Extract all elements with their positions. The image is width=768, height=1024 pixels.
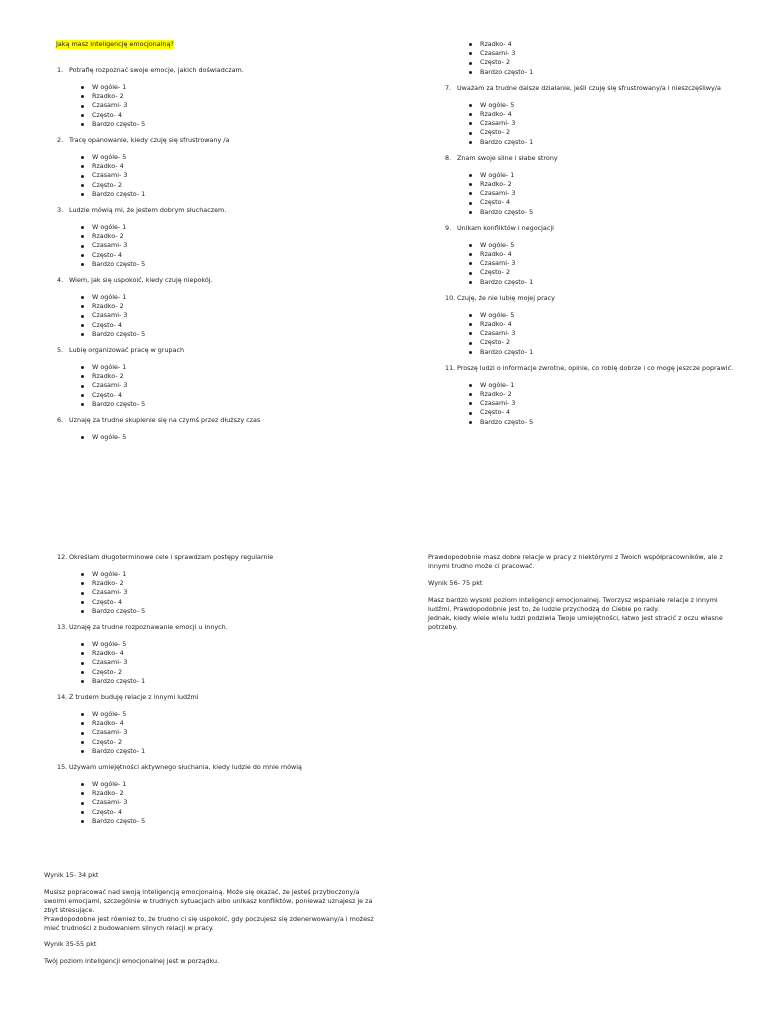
option-item: Rzadko- 2 bbox=[52, 92, 382, 101]
option-item: Bardzo często- 1 bbox=[440, 278, 740, 287]
option-item: Czasami- 3 bbox=[440, 259, 740, 268]
option-item: Rzadko- 2 bbox=[52, 579, 382, 588]
question-text: Z trudem buduję relacje z innymi ludźmi bbox=[69, 693, 199, 702]
question-text: Uważam za trudne dalsze działanie, jeśli czuję się sfrustrowany/a i nieszczęśliwy/a bbox=[457, 83, 721, 92]
question-list-2 bbox=[440, 84, 740, 427]
option-item: Bardzo często- 5 bbox=[52, 817, 382, 826]
score-low-text-2: Prawdopodobne jest również to, że trudno ci się uspokoić, gdy poczujesz się zdenerwowany/a i możesz mieć trudności z budowaniem silnych relacji w pracy. bbox=[44, 915, 374, 932]
score-mid-heading: Wynik 35-55 pkt bbox=[44, 940, 97, 948]
question-number: 11. bbox=[445, 363, 456, 372]
option-item: Często- 4 bbox=[440, 198, 740, 207]
option-item: W ogóle- 1 bbox=[440, 381, 740, 390]
option-item: Czasami- 3 bbox=[52, 171, 382, 180]
option-item: Często- 4 bbox=[52, 598, 382, 607]
option-item: Rzadko- 4 bbox=[440, 250, 740, 259]
option-item: W ogóle- 1 bbox=[440, 171, 740, 180]
option-item: Bardzo często- 1 bbox=[440, 68, 740, 77]
option-item: Bardzo często- 1 bbox=[52, 190, 382, 199]
questions-column-1 bbox=[52, 40, 382, 449]
results-right bbox=[428, 553, 738, 639]
answer-options bbox=[52, 640, 382, 686]
question-number: 9. bbox=[445, 223, 452, 232]
question-item bbox=[57, 206, 382, 215]
question-text: Używam umiejętności aktywnego słuchania, kiedy ludzie do mnie mówią bbox=[69, 763, 302, 772]
question-number: 15. bbox=[57, 763, 68, 772]
question-item bbox=[57, 346, 382, 355]
option-item: Bardzo często- 5 bbox=[52, 330, 382, 339]
option-item: W ogóle- 1 bbox=[52, 570, 382, 579]
option-item: Często- 4 bbox=[52, 111, 382, 120]
question-text: Wiem, jak się uspokoić, kiedy czuję niepokój. bbox=[69, 276, 213, 285]
question-number: 12. bbox=[57, 553, 68, 561]
option-item: Czasami- 3 bbox=[440, 119, 740, 128]
question-text: Ludzie mówią mi, że jestem dobrym słuchaczem. bbox=[69, 206, 227, 215]
answer-options bbox=[52, 83, 382, 129]
question-text: Uznaję za trudne skupienie się na czymś przez dłuższy czas bbox=[69, 416, 261, 425]
question-text: Potrafię rozpoznać swoje emocje, jakich doświadczam. bbox=[69, 66, 244, 74]
answer-options bbox=[52, 780, 382, 826]
option-item: W ogóle- 5 bbox=[52, 433, 382, 442]
option-item: Czasami- 3 bbox=[52, 311, 382, 320]
question-item bbox=[57, 416, 382, 425]
question-text: Unikam konfliktów i negocjacji bbox=[457, 223, 554, 232]
option-item: W ogóle- 5 bbox=[440, 241, 740, 250]
question-number: 6. bbox=[57, 416, 64, 425]
option-item: W ogóle- 5 bbox=[440, 311, 740, 320]
question-number: 1. bbox=[57, 66, 64, 74]
option-item: Czasami- 3 bbox=[52, 588, 382, 597]
option-item: Czasami- 3 bbox=[440, 329, 740, 338]
questions-column-3 bbox=[52, 553, 382, 833]
option-item: Czasami- 3 bbox=[52, 658, 382, 667]
option-item: Rzadko- 2 bbox=[52, 372, 382, 381]
answer-options bbox=[440, 241, 740, 287]
question-list-3 bbox=[52, 553, 382, 826]
question-number: 10. bbox=[445, 293, 456, 302]
question-item bbox=[57, 623, 382, 632]
question-number: 3. bbox=[57, 206, 64, 215]
answer-options bbox=[52, 293, 382, 339]
question-item bbox=[57, 66, 382, 75]
option-item: Rzadko- 4 bbox=[440, 110, 740, 119]
answer-options bbox=[52, 710, 382, 756]
score-high-text-1: Masz bardzo wysoki poziom inteligencji emocjonalnej. Tworzysz wspaniałe relacje z innymi ludźmi. Prawdopodobnie jest to, że ludzie przychodzą do Ciebie po rady. bbox=[428, 596, 718, 613]
option-item: Rzadko- 4 bbox=[440, 40, 740, 49]
option-item: Rzadko- 4 bbox=[440, 320, 740, 329]
answer-options bbox=[52, 223, 382, 269]
option-item: Rzadko- 4 bbox=[52, 162, 382, 171]
questions-column-2 bbox=[440, 40, 740, 434]
option-item: Często- 2 bbox=[440, 128, 740, 137]
answer-options bbox=[52, 153, 382, 199]
question-item bbox=[57, 553, 382, 562]
option-item: Rzadko- 2 bbox=[440, 390, 740, 399]
answer-options bbox=[440, 171, 740, 217]
option-item: Często- 4 bbox=[440, 408, 740, 417]
option-item: Rzadko- 2 bbox=[52, 789, 382, 798]
option-item: W ogóle- 1 bbox=[52, 223, 382, 232]
option-item: Często- 2 bbox=[52, 181, 382, 190]
question-number: 14. bbox=[57, 693, 68, 702]
option-item: Bardzo często- 5 bbox=[52, 607, 382, 616]
option-item: Rzadko- 2 bbox=[52, 232, 382, 241]
option-item: Bardzo często- 1 bbox=[52, 677, 382, 686]
option-item: Bardzo często- 5 bbox=[440, 418, 740, 427]
answer-options bbox=[440, 101, 740, 147]
question-item bbox=[445, 154, 740, 163]
option-item: Bardzo często- 1 bbox=[52, 747, 382, 756]
option-item: Często- 4 bbox=[52, 251, 382, 260]
question-number: 2. bbox=[57, 136, 64, 145]
option-item: Często- 4 bbox=[52, 321, 382, 330]
option-item: Często- 2 bbox=[52, 738, 382, 747]
option-item: Rzadko- 4 bbox=[52, 649, 382, 658]
option-item: Rzadko- 2 bbox=[52, 302, 382, 311]
question-number: 5. bbox=[57, 346, 64, 355]
option-item: W ogóle- 5 bbox=[52, 153, 382, 162]
score-mid-text: Twój poziom inteligencji emocjonalnej jest w porządku. bbox=[44, 957, 220, 965]
question-item bbox=[57, 276, 382, 285]
score-high-heading: Wynik 56- 75 pkt bbox=[428, 579, 483, 587]
option-item: W ogóle- 1 bbox=[52, 363, 382, 372]
answer-options bbox=[52, 433, 382, 442]
question-item bbox=[445, 224, 740, 233]
question-item bbox=[57, 693, 382, 702]
question-list-1 bbox=[52, 66, 382, 442]
option-item: Rzadko- 4 bbox=[52, 719, 382, 728]
option-item: Bardzo często- 5 bbox=[52, 400, 382, 409]
option-item: W ogóle- 5 bbox=[52, 640, 382, 649]
question-number: 13. bbox=[57, 623, 68, 632]
question-number: 8. bbox=[445, 153, 452, 162]
question-text: Uznaję za trudne rozpoznawanie emocji u innych. bbox=[69, 623, 228, 632]
option-item: Bardzo często- 1 bbox=[440, 138, 740, 147]
option-item: Czasami- 3 bbox=[52, 101, 382, 110]
question-text: Znam swoje silne i słabe strony bbox=[457, 153, 558, 162]
option-item: Często- 2 bbox=[440, 338, 740, 347]
option-item: Czasami- 3 bbox=[52, 241, 382, 250]
score-low-text-1: Musisz popracować nad swoją inteligencją emocjonalną. Może się okazać, że jesteś przytłoczony/a swoimi emocjami, szczególnie w trudnych sytuacjach albo unikasz konfliktów, ponieważ uznajesz je za zbyt stresujące. bbox=[44, 888, 373, 914]
option-item: Często- 2 bbox=[52, 668, 382, 677]
score-high-text-2: Jednak, kiedy wiele wielu ludzi podziwia Twoje umiejętności, łatwo jest stracić z oczu własne potrzeby. bbox=[428, 614, 723, 631]
option-item: Czasami- 3 bbox=[52, 728, 382, 737]
option-item: Bardzo często- 5 bbox=[52, 260, 382, 269]
answer-options bbox=[440, 381, 740, 427]
answer-options bbox=[52, 363, 382, 409]
question-text: Tracę opanowanie, kiedy czuję się sfrustrowany /a bbox=[69, 136, 230, 145]
question-item bbox=[57, 136, 382, 145]
option-item: Rzadko- 2 bbox=[440, 180, 740, 189]
option-item: Czasami- 3 bbox=[52, 798, 382, 807]
question-number: 4. bbox=[57, 276, 64, 285]
results-left bbox=[44, 871, 374, 973]
option-item: W ogóle- 1 bbox=[52, 780, 382, 789]
question-item bbox=[445, 294, 740, 303]
question-text: Proszę ludzi o informacje zwrotne, opinie, co robię dobrze i co mogę jeszcze poprawić. bbox=[457, 363, 734, 372]
option-item: Bardzo często- 1 bbox=[440, 348, 740, 357]
score-low-heading: Wynik 15- 34 pkt bbox=[44, 871, 99, 879]
results-intro: Prawdopodobnie masz dobre relacje w pracy z niektórymi z Twoich współpracowników, ale z innymi trudno może ci pracować. bbox=[428, 553, 723, 570]
option-item: Czasami- 3 bbox=[52, 381, 382, 390]
option-item: Czasami- 3 bbox=[440, 399, 740, 408]
question-item bbox=[57, 763, 382, 772]
option-item: W ogóle- 5 bbox=[440, 101, 740, 110]
option-item: Często- 2 bbox=[440, 268, 740, 277]
question-number: 7. bbox=[445, 83, 452, 92]
option-item: Czasami- 3 bbox=[440, 49, 740, 58]
question-text: Określam długoterminowe cele i sprawdzam postępy regularnie bbox=[69, 553, 274, 561]
option-item: W ogóle- 1 bbox=[52, 83, 382, 92]
option-item: Często- 4 bbox=[52, 391, 382, 400]
option-item: Bardzo często- 5 bbox=[52, 120, 382, 129]
option-item: Bardzo często- 5 bbox=[440, 208, 740, 217]
answer-options bbox=[52, 570, 382, 616]
question-6-options-continued bbox=[440, 40, 740, 77]
option-item: Często- 2 bbox=[440, 58, 740, 67]
option-item: W ogóle- 1 bbox=[52, 293, 382, 302]
option-item: W ogóle- 5 bbox=[52, 710, 382, 719]
option-item: Czasami- 3 bbox=[440, 189, 740, 198]
option-item: Często- 4 bbox=[52, 808, 382, 817]
quiz-title: Jaką masz inteligencję emocjonalną? bbox=[56, 40, 174, 48]
question-text: Czuję, że nie lubię mojej pracy bbox=[457, 293, 555, 302]
question-item bbox=[445, 84, 740, 93]
question-item bbox=[445, 364, 740, 373]
answer-options bbox=[440, 311, 740, 357]
question-text: Lubię organizować pracę w grupach bbox=[69, 346, 185, 355]
